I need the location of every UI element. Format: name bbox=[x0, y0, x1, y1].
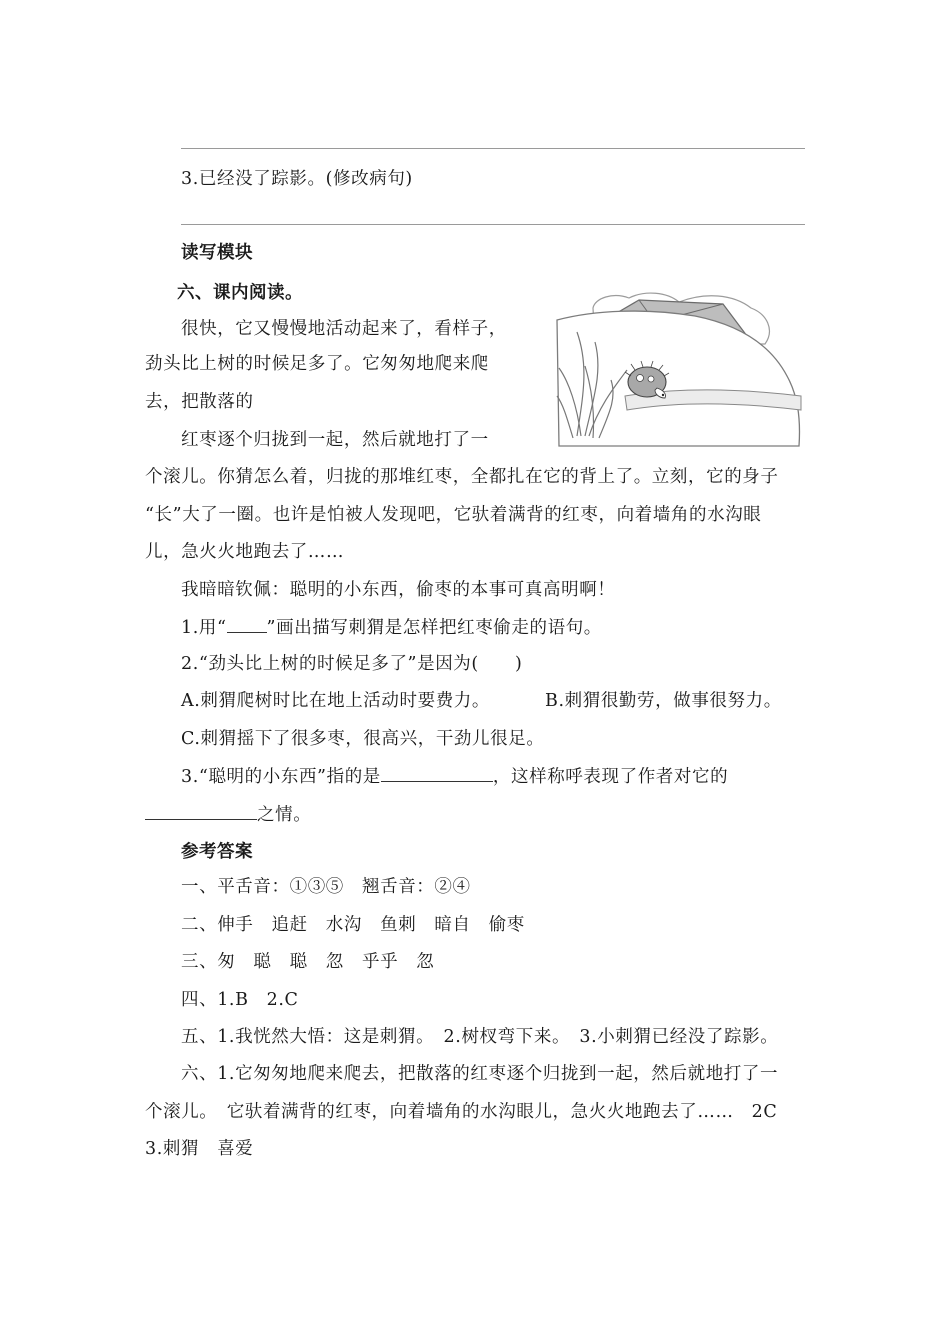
answer-5: 五、1.我恍然大悟：这是刺猬。 2.树杈弯下来。 3.小刺猬已经没了踪影。 bbox=[181, 1027, 779, 1047]
question-3-cont bbox=[145, 802, 311, 827]
underline-blank bbox=[227, 615, 267, 633]
fill-blank-2[interactable] bbox=[145, 802, 257, 820]
question-3-part-c: 之情。 bbox=[257, 805, 312, 825]
passage-line: 去，把散落的 bbox=[145, 392, 254, 412]
question-3 bbox=[181, 764, 728, 789]
question-2: 2.“劲头比上树的时候足多了”是因为( ) bbox=[181, 654, 523, 674]
answer-4: 四、1.B 2.C bbox=[181, 990, 299, 1010]
option-a: A.刺猬爬树时比在地上活动时要费力。 bbox=[181, 691, 490, 711]
part6-title: 六、课内阅读。 bbox=[177, 283, 303, 303]
question-3-part-b: ，这样称呼表现了作者对它的 bbox=[492, 767, 729, 787]
answer-6-line-2: 个滚儿。 它驮着满背的红枣，向着墙角的水沟眼儿，急火火地跑去了…… 2C bbox=[145, 1102, 778, 1122]
passage-line: 儿，急火火地跑去了…… bbox=[145, 542, 345, 562]
section-title: 读写模块 bbox=[181, 243, 253, 263]
answer-line-2 bbox=[181, 224, 805, 225]
passage-line: 个滚儿。你猜怎么着，归拢的那堆红枣，全都扎在它的背上了。立刻，它的身子 bbox=[145, 467, 779, 487]
question-1 bbox=[181, 615, 602, 640]
question-fix-sentence-3: 3.已经没了踪影。(修改病句) bbox=[181, 169, 413, 189]
passage-line: 我暗暗钦佩：聪明的小东西，偷枣的本事可真高明啊！ bbox=[181, 580, 616, 600]
answers-title: 参考答案 bbox=[181, 842, 253, 862]
answer-line-1 bbox=[181, 148, 805, 149]
passage-line: 红枣逐个归拢到一起，然后就地打了一 bbox=[181, 430, 489, 450]
question-1-part-a: 1.用“ bbox=[181, 618, 227, 638]
passage-line: 劲头比上树的时候足多了。它匆匆地爬来爬 bbox=[145, 354, 489, 374]
answer-1: 一、平舌音：①③⑤ 翘舌音：②④ bbox=[181, 877, 471, 897]
question-1-part-b: ”画出描写刺猬是怎样把红枣偷走的语句。 bbox=[266, 618, 602, 638]
answer-6-line-3: 3.刺猬 喜爱 bbox=[145, 1139, 254, 1159]
question-3-part-a: 3.“聪明的小东西”指的是 bbox=[181, 767, 381, 787]
answer-3: 三、匆 聪 聪 忽 乎乎 忽 bbox=[181, 952, 435, 972]
hedgehog-illustration bbox=[555, 286, 807, 448]
answer-6-line-1: 六、1.它匆匆地爬来爬去，把散落的红枣逐个归拢到一起，然后就地打了一 bbox=[181, 1064, 779, 1084]
option-b: B.刺猬很勤劳，做事很努力。 bbox=[545, 691, 782, 711]
answer-2: 二、伸手 追赶 水沟 鱼刺 暗自 偷枣 bbox=[181, 915, 525, 935]
fill-blank-1[interactable] bbox=[381, 764, 493, 782]
passage-line: 很快，它又慢慢地活动起来了，看样子， bbox=[181, 319, 507, 339]
option-c: C.刺猬摇下了很多枣，很高兴，干劲儿很足。 bbox=[181, 729, 545, 749]
passage-line: “长”大了一圈。也许是怕被人发现吧，它驮着满背的红枣，向着墙角的水沟眼 bbox=[145, 505, 762, 525]
